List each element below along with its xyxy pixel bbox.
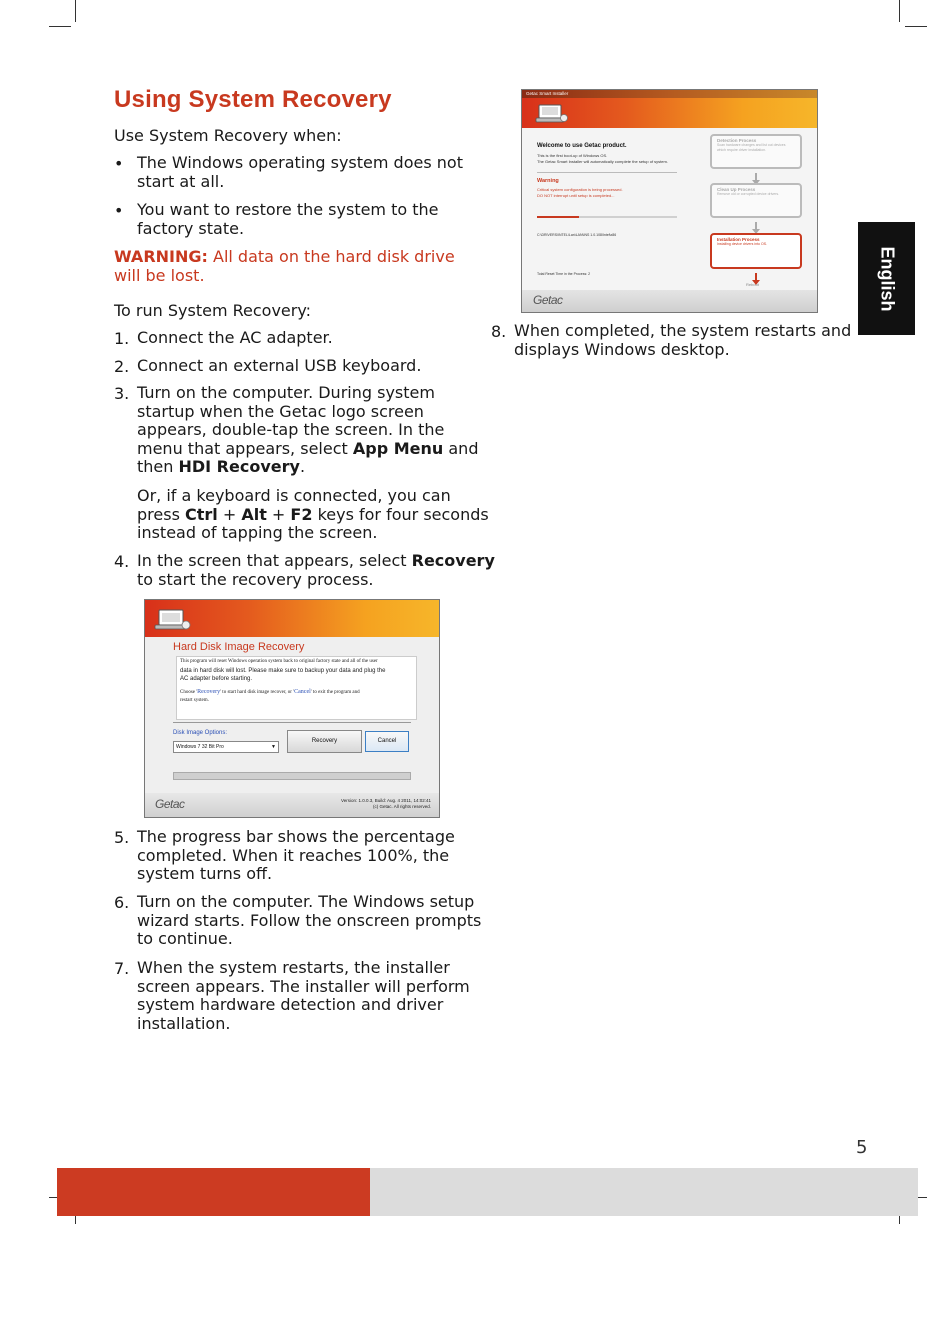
process-desc: Installing device drivers into OS. — [717, 242, 767, 246]
step-line: When the system restarts, the installer — [137, 958, 450, 977]
version-info — [315, 798, 431, 810]
message-line: data in hard disk will lost. Please make sure to backup your data and plug the — [180, 667, 386, 674]
step-line: startup when the Getac logo screen — [137, 401, 424, 421]
step-4 — [137, 552, 495, 589]
crop-mark — [905, 26, 927, 27]
divider — [537, 172, 677, 173]
welcome-title: Welcome to use Getac product. — [537, 143, 627, 149]
footer-bar — [370, 1168, 918, 1216]
bullet-line: You want to restore the system to the — [137, 200, 439, 219]
bullet-line: The Windows operating system does not — [137, 153, 463, 172]
message-line: Choose 'Recovery' to start hard disk image recover, or 'Cancel' to exit the program and — [180, 688, 360, 695]
message-line: AC adapter before starting. — [180, 676, 253, 683]
step-line: system hardware detection and driver — [137, 995, 444, 1015]
select-value: Windows 7 32 Bit Pro — [176, 744, 224, 750]
installer-screenshot — [521, 89, 818, 313]
step-5 — [137, 828, 455, 884]
process-title: Installation Process — [717, 237, 760, 242]
step-8 — [514, 322, 851, 359]
step-line: Or, if a keyboard is connected, you can — [137, 486, 451, 505]
bullet-line: start at all. — [137, 171, 225, 191]
step-line: to continue. — [137, 929, 233, 949]
step-line: then HDI Recovery. — [137, 457, 306, 477]
warning-line: Critical system configuration is being processed. — [537, 187, 623, 192]
step-number: 8. — [491, 322, 507, 341]
step-6 — [137, 893, 481, 949]
language-tab-label: English — [877, 245, 897, 312]
message-line: This program will reset Windows operation system back to original factory state and all of the user — [180, 659, 378, 664]
intro-text: Use System Recovery when: — [114, 126, 342, 145]
warning-heading: Warning — [537, 178, 559, 184]
step-number: 3. — [114, 384, 130, 403]
language-tab — [858, 222, 915, 335]
version-text: Version: 1.0.0.3, Build: Aug. 4 2011, 14:02:41 — [341, 798, 431, 803]
step-line: Turn on the computer. The Windows setup — [137, 892, 475, 911]
reboot-label: Reboot — [746, 282, 759, 287]
bullet-dot: • — [114, 201, 124, 220]
total-reset-time: Total Reset Time in the Process: 2 — [537, 272, 591, 276]
cancel-button[interactable]: Cancel — [365, 731, 409, 752]
warning-label: WARNING: — [114, 247, 208, 266]
arrow-down-icon — [752, 170, 760, 182]
chevron-down-icon: ▼ — [271, 744, 276, 750]
progress-bar — [173, 772, 411, 780]
bullet-item — [137, 201, 439, 238]
bullet-line: factory state. — [137, 218, 245, 238]
warning-text — [537, 187, 623, 199]
process-desc: Scan hardware changes and list out devices which require driver installation. — [717, 143, 786, 152]
welcome-text — [537, 153, 668, 165]
step-line: installation. — [137, 1013, 231, 1033]
footer-bar-accent — [57, 1168, 370, 1216]
arrow-down-icon — [752, 219, 760, 231]
recovery-button[interactable]: Recovery — [287, 730, 362, 753]
installation-process-box — [710, 233, 802, 269]
step-number: 5. — [114, 828, 130, 847]
step-line: When completed, the system restarts and — [514, 321, 852, 340]
step-7 — [137, 959, 470, 1033]
warning-line: DO NOT interrupt until setup is completed... — [537, 193, 615, 198]
step-line: to start the recovery process. — [137, 569, 374, 589]
bold-term: Alt — [241, 504, 267, 524]
step-number: 1. — [114, 329, 130, 348]
step-line: Turn on the computer. During system — [137, 383, 435, 402]
disk-options-label: Disk Image Options: — [173, 730, 228, 736]
crop-mark — [899, 0, 900, 22]
step-number: 2. — [114, 357, 130, 376]
recovery-message — [176, 656, 417, 720]
step-line: The progress bar shows the percentage — [137, 827, 455, 846]
getac-logo: Getac — [533, 293, 563, 307]
disk-image-select[interactable] — [173, 741, 279, 753]
step-line: menu that appears, select App Menu and — [137, 438, 479, 458]
bullet-item — [137, 154, 463, 191]
step-number: 7. — [114, 959, 130, 978]
bullet-dot: • — [114, 154, 124, 173]
laptop-icon — [153, 608, 193, 632]
bold-term: Recovery — [411, 551, 495, 570]
detection-process-box — [710, 134, 802, 169]
process-title: Detection Process — [717, 138, 757, 143]
divider — [173, 722, 411, 723]
getac-logo: Getac — [155, 797, 185, 811]
bold-term: F2 — [290, 504, 313, 524]
step-line: appears, double-tap the screen. In the — [137, 420, 445, 440]
recovery-screenshot — [144, 599, 440, 818]
step-3-alt — [137, 487, 489, 543]
warning-text: All data on the hard disk drive — [207, 247, 455, 266]
step-number: 6. — [114, 893, 130, 912]
page-title: Using System Recovery — [114, 86, 392, 113]
driver-path: C:\DRIVERS\INTEL\Lan\LAN\INS 1.0.108\Intel\x86 — [537, 233, 617, 237]
step-line: In the screen that appears, select Recovery — [137, 551, 495, 570]
welcome-line: This is the first boot-up of Windows OS. — [537, 153, 608, 158]
install-progress-fill — [537, 216, 579, 218]
laptop-icon — [534, 103, 570, 125]
step-2: Connect an external USB keyboard. — [137, 356, 422, 375]
step-3 — [137, 384, 478, 477]
welcome-line: The Getac Smart Installer will automatically complete the setup of system. — [537, 159, 668, 164]
copyright-text: (c) Getac. All rights reserved. — [372, 804, 431, 809]
run-intro: To run System Recovery: — [114, 301, 312, 320]
step-line: displays Windows desktop. — [514, 339, 730, 359]
step-line: press Ctrl + Alt + F2 keys for four seconds — [137, 504, 489, 524]
bold-term: App Menu — [352, 438, 444, 458]
crop-mark — [75, 0, 76, 22]
step-line: system turns off. — [137, 864, 273, 884]
crop-mark — [49, 26, 71, 27]
process-title: Clean Up Process — [717, 187, 756, 192]
bold-term: Ctrl — [184, 504, 218, 524]
step-line: instead of tapping the screen. — [137, 523, 378, 543]
step-number: 4. — [114, 552, 130, 571]
window-title: Getac Smart Installer — [526, 91, 569, 96]
footer — [522, 290, 817, 312]
warning-note — [114, 248, 455, 285]
step-line: screen appears. The installer will perform — [137, 976, 470, 996]
step-line: wizard starts. Follow the onscreen prompts — [137, 910, 482, 930]
step-1: Connect the AC adapter. — [137, 328, 333, 347]
process-desc: Remove old or corrupted device drivers. — [717, 192, 780, 196]
cleanup-process-box — [710, 183, 802, 218]
recovery-heading: Hard Disk Image Recovery — [173, 641, 305, 653]
bold-term: HDI Recovery — [178, 457, 300, 477]
step-line: completed. When it reaches 100%, the — [137, 845, 450, 865]
page-number: 5 — [856, 1137, 868, 1158]
warning-text: will be lost. — [114, 265, 205, 285]
message-line: restart system. — [180, 698, 209, 704]
install-progress-track — [537, 216, 677, 218]
arrow-down-icon — [752, 270, 760, 282]
